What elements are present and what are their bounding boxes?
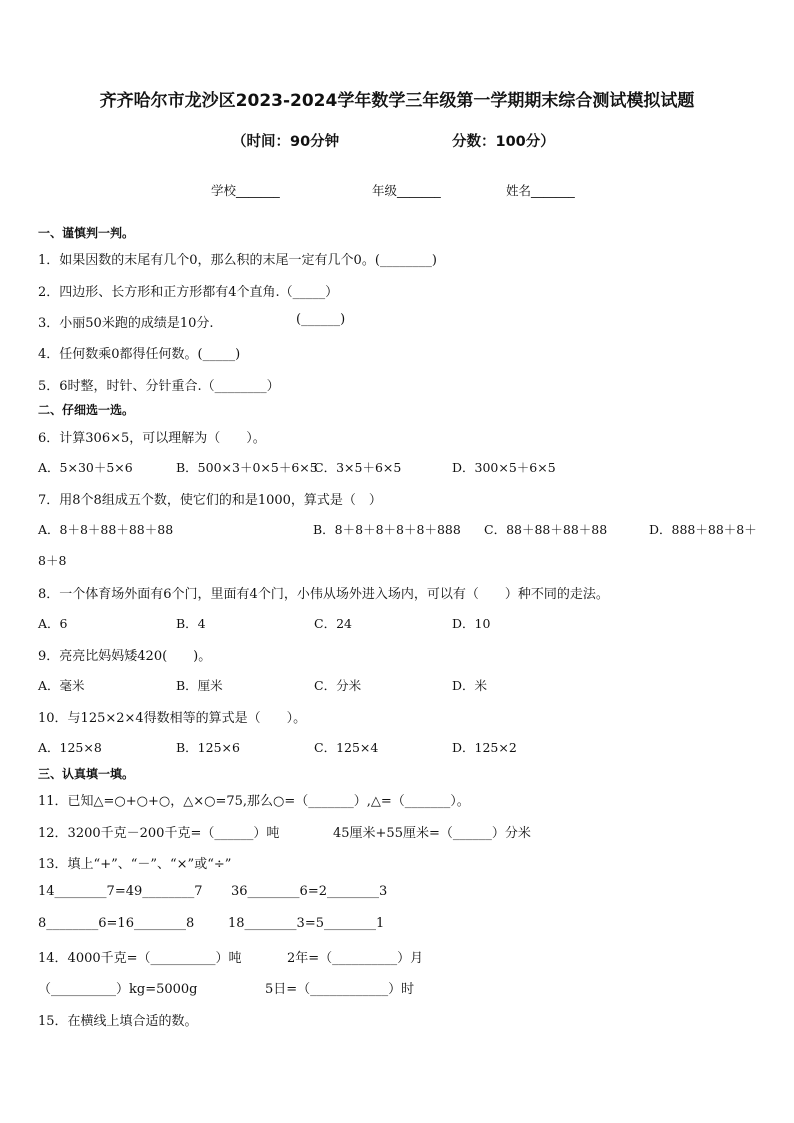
grade-field: 年级_______ [372,183,441,198]
q7-option-c: C．88＋88＋88＋88 [484,522,608,537]
q10-option-b: B．125×6 [176,740,240,755]
section-heading-fill: 三、认真填一填。 [38,767,135,781]
question-12-part-1: 12．3200千克－200千克=（______）吨 [38,826,280,841]
section-heading-choose: 二、仔细选一选。 [38,403,135,417]
section-heading-judge: 一、谨慎判一判。 [38,226,135,240]
q13-row1-right: 36________6=2________3 [231,884,388,899]
q7-option-d-continued: 8＋8 [38,553,67,568]
question-4: 4．任何数乘0都得任何数。(_____) [38,347,241,362]
page-title: 齐齐哈尔市龙沙区2023-2024学年数学三年级第一学期期末综合测试模拟试题 [99,91,695,111]
question-2: 2．四边形、长方形和正方形都有4个直角.（_____） [38,285,339,300]
question-14-part-1: 14．4000千克=（__________）吨 [38,951,242,966]
q13-row1-left: 14________7=49________7 [38,884,203,899]
question-3-blank: (______) [296,312,346,327]
q6-option-d: D．300×5＋6×5 [452,460,556,475]
q7-option-d: D．888＋88＋8＋ [649,522,757,537]
question-11: 11．已知△=○+○+○，△×○=75,那么○=（_______）,△=（_______）。 [38,794,470,809]
question-15: 15．在横线上填合适的数。 [38,1014,198,1029]
q13-row2-left: 8________6=16________8 [38,916,195,931]
question-14-part-4: 5日=（____________）时 [265,982,415,997]
q8-option-d: D．10 [452,616,491,631]
q9-option-c: C．分米 [314,678,362,693]
question-13: 13．填上“+”、“－”、“×”或“÷” [38,857,232,872]
question-9: 9．亮亮比妈妈矮420( )。 [38,649,212,664]
question-12-part-2: 45厘米+55厘米=（______）分米 [333,826,531,841]
q9-option-b: B．厘米 [176,678,223,693]
name-field: 姓名_______ [506,183,575,198]
q6-option-a: A．5×30＋5×6 [38,460,133,475]
question-6: 6．计算306×5，可以理解为（ ）。 [38,431,266,446]
question-3: 3．小丽50米跑的成绩是10分. [38,316,214,331]
question-10: 10．与125×2×4得数相等的算式是（ ）。 [38,711,307,726]
q9-option-a: A．毫米 [38,678,85,693]
q7-option-a: A．8＋8＋88＋88＋88 [38,522,174,537]
q9-option-d: D．米 [452,678,488,693]
school-field: 学校_______ [211,183,280,198]
question-5: 5．6时整，时针、分针重合.（________） [38,379,280,394]
q10-option-c: C．125×4 [314,740,379,755]
q10-option-a: A．125×8 [38,740,102,755]
q13-row2-right: 18________3=5________1 [228,916,385,931]
exam-time: （时间：90分钟 [232,134,340,150]
question-7: 7．用8个8组成五个数，使它们的和是1000，算式是（ ） [38,493,382,508]
question-14-part-3: （__________）kg=5000g [38,982,198,997]
question-14-part-2: 2年=（__________）月 [287,951,424,966]
q10-option-d: D．125×2 [452,740,517,755]
exam-score: 分数：100分） [452,134,555,150]
q8-option-c: C．24 [314,616,352,631]
question-8: 8．一个体育场外面有6个门，里面有4个门，小伟从场外进入场内，可以有（ ）种不同的走法。 [38,587,609,602]
q8-option-a: A．6 [38,616,68,631]
q6-option-b: B．500×3＋0×5＋6×5 [176,460,318,475]
q6-option-c: C．3×5＋6×5 [314,460,402,475]
q7-option-b: B．8＋8＋8＋8＋8＋888 [313,522,461,537]
q8-option-b: B．4 [176,616,206,631]
question-1: 1．如果因数的末尾有几个0，那么积的末尾一定有几个0。(________) [38,253,437,268]
